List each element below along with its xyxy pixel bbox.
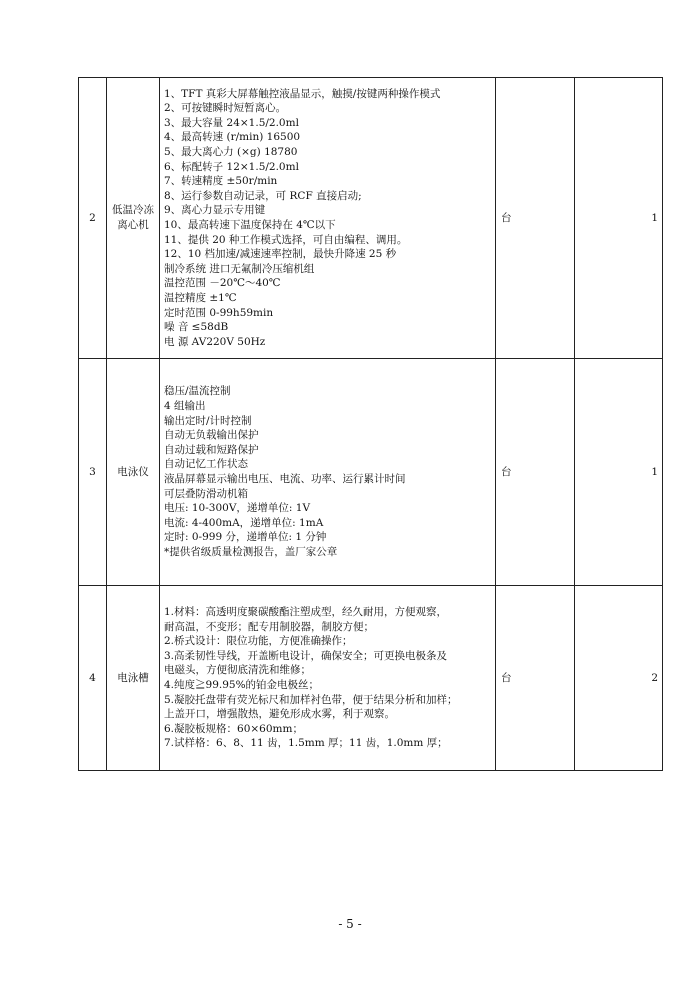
spec-line: 电 源 AV220V 50Hz (164, 335, 266, 348)
spec-line: 3、最大容量 24×1.5/2.0ml (164, 116, 299, 129)
spec-line: 9、离心力显示专用键 (164, 204, 266, 217)
item-unit: 台 (496, 586, 575, 771)
spec-line: 11、提供 20 种工作模式选择，可自由编程、调用。 (164, 233, 408, 246)
item-name-line: 电泳槽 (117, 671, 149, 684)
item-number: 3 (79, 359, 107, 586)
item-name-line: 低温冷冻 (112, 204, 154, 217)
item-name-line: 离心机 (117, 219, 149, 231)
spec-line: 3.高柔韧性导线，开盖断电设计，确保安全；可更换电极条及 (164, 649, 448, 662)
spec-line: 1、TFT 真彩大屏幕触控液晶显示，触摸/按键两种操作模式 (164, 87, 441, 100)
item-spec (160, 586, 496, 771)
spec-line: 电磁头，方便彻底清洗和维修； (164, 664, 311, 677)
page-number: - 5 - (338, 917, 362, 931)
item-spec (160, 359, 496, 586)
spec-line: 上盖开口，增强散热，避免形成水雾，利于观察。 (164, 708, 395, 721)
spec-line: 电流: 4-400mA，递增单位: 1mA (164, 516, 324, 529)
spec-line: 温控精度 ±1℃ (164, 291, 237, 304)
item-number: 2 (79, 78, 107, 359)
spec-line: 5、最大离心力 (×g) 18780 (164, 146, 298, 159)
spec-line: 自动无负载输出保护 (164, 429, 259, 442)
item-unit: 台 (496, 78, 575, 359)
spec-line: 稳压/温流控制 (164, 385, 231, 398)
spec-line: 1.材料：高透明度聚碳酸酯注塑成型，经久耐用，方便观察， (164, 606, 448, 619)
spec-line: 可层叠防滑动机箱 (164, 487, 248, 500)
spec-line: 2.桥式设计：限位功能，方便准确操作； (164, 635, 353, 648)
spec-line: 4 组输出 (164, 400, 206, 413)
spec-line: 4.纯度≧99.95%的铂金电极丝； (164, 679, 320, 691)
spec-line: 8、运行参数自动记录，可 RCF 直接启动; (164, 189, 362, 202)
spec-line: 5.凝胶托盘带有荧光标尺和加样衬色带，便于结果分析和加样； (164, 693, 458, 706)
item-quantity: 2 (575, 586, 663, 771)
item-unit: 台 (496, 359, 575, 586)
spec-line: 定时: 0-999 分，递增单位: 1 分钟 (164, 531, 327, 544)
spec-line: 7、转速精度 ±50r/min (164, 175, 278, 188)
spec-line: 噪 音 ≤58dB (164, 321, 229, 334)
item-name-line: 电泳仪 (117, 465, 149, 478)
item-name (107, 586, 160, 771)
spec-line: 12、10 档加速/减速速率控制，最快升降速 25 秒 (164, 248, 397, 261)
table-row (79, 78, 663, 359)
table-row (79, 586, 663, 771)
spec-line: 2、可按键瞬时短暂离心。 (164, 102, 287, 115)
spec-line: 7.试样格：6、8、11 齿，1.5mm 厚；11 齿，1.0mm 厚； (164, 737, 448, 750)
spec-line: 6.凝胶板规格：60×60mm； (164, 722, 303, 735)
spec-line: 液晶屏幕显示输出电压、电流、功率、运行累计时间 (164, 473, 406, 485)
spec-line: 定时范围 0-99h59min (164, 306, 274, 319)
table-row (79, 359, 663, 586)
spec-line: 10、最高转速下温度保持在 4℃以下 (164, 219, 336, 231)
spec-line: 4、最高转速 (r/min) 16500 (164, 131, 301, 144)
item-name (107, 359, 160, 586)
spec-line: 电压: 10-300V，递增单位: 1V (164, 502, 311, 515)
item-name (107, 78, 160, 359)
spec-line: 耐高温，不变形；配专用制胶器，制胶方便； (164, 620, 374, 633)
spec-line: 6、标配转子 12×1.5/2.0ml (164, 160, 299, 173)
item-quantity: 1 (575, 78, 663, 359)
spec-line: 温控范围 －20℃～40℃ (164, 277, 281, 290)
spec-line: 自动记忆工作状态 (164, 458, 248, 471)
spec-line: *提供省级质量检测报告，盖厂家公章 (164, 545, 338, 558)
equipment-spec-table (78, 77, 663, 771)
item-number: 4 (79, 586, 107, 771)
item-quantity: 1 (575, 359, 663, 586)
spec-line: 自动过载和短路保护 (164, 443, 259, 456)
item-spec (160, 78, 496, 359)
spec-line: 制冷系统 进口无氟制冷压缩机组 (164, 262, 315, 275)
spec-line: 输出定时/计时控制 (164, 414, 252, 427)
